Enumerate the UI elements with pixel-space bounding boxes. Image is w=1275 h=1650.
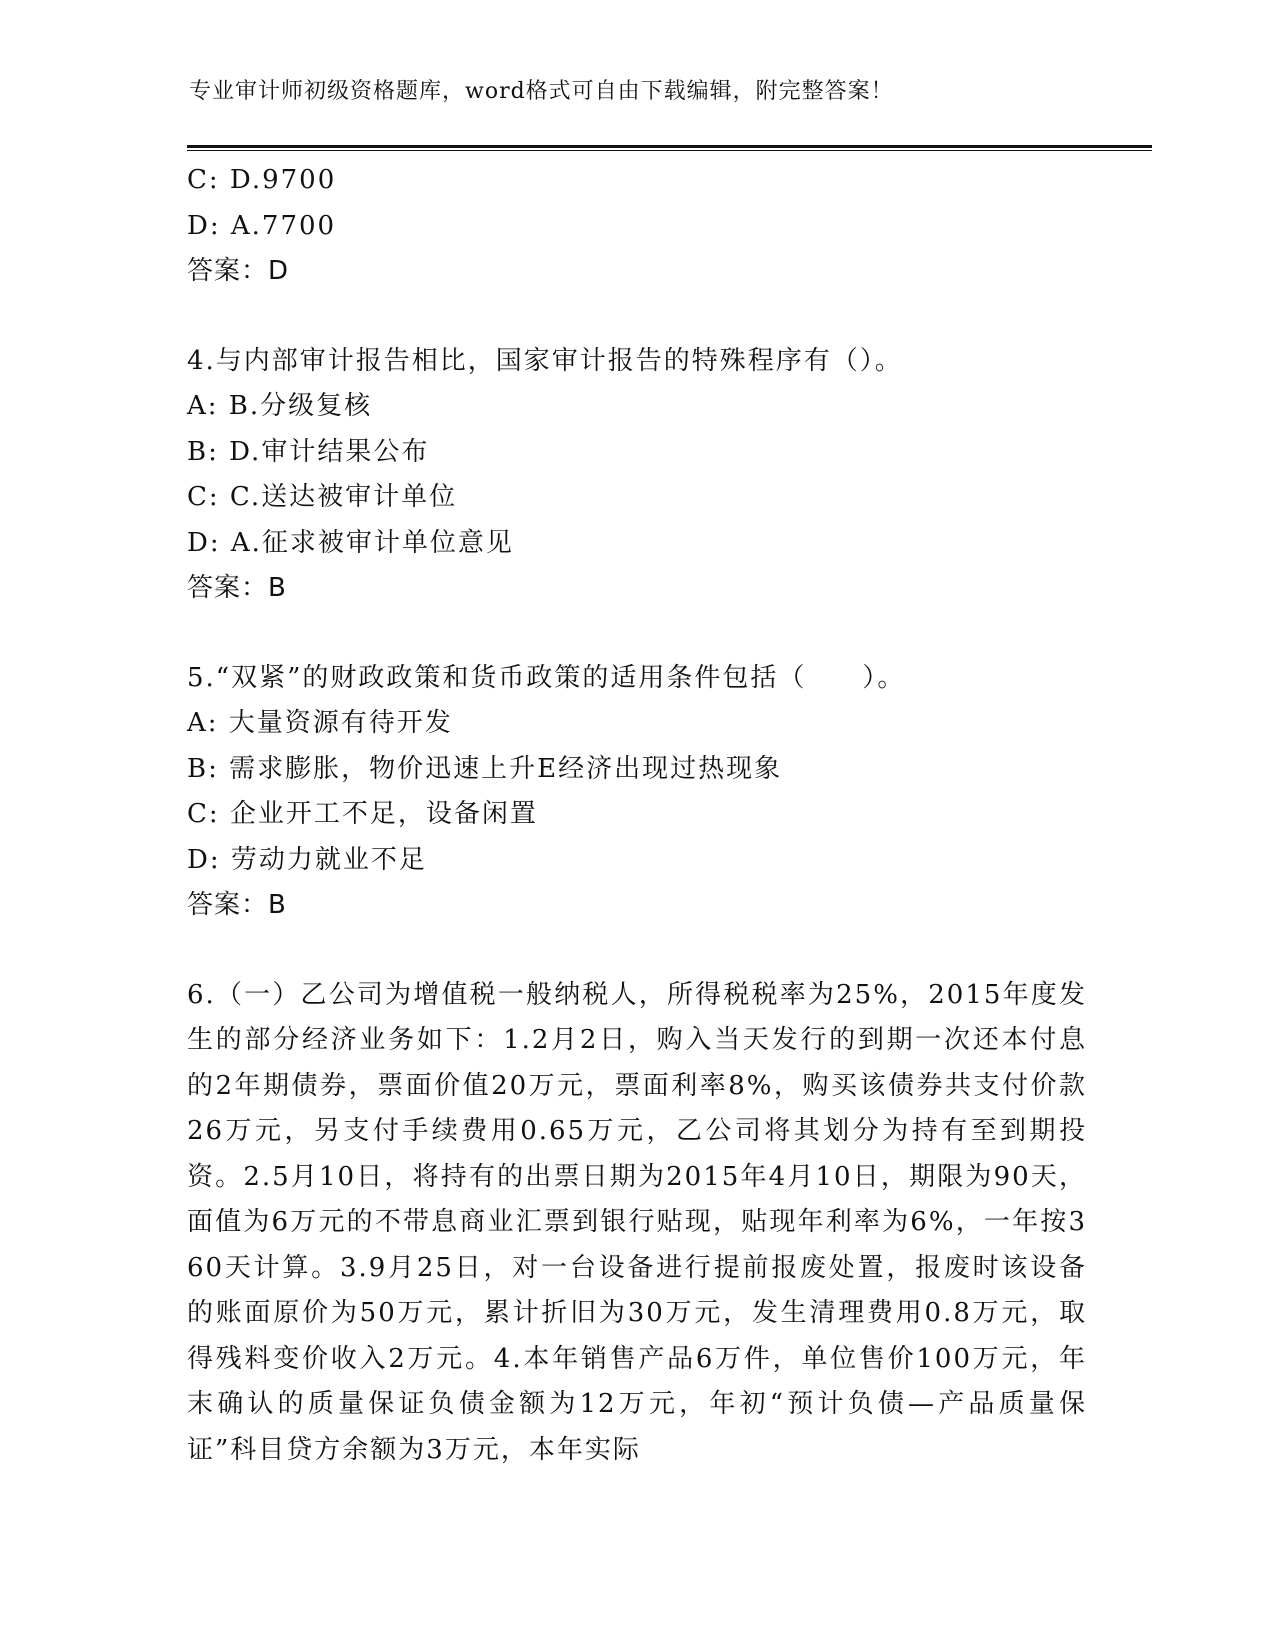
option-c: C: D.9700	[187, 165, 337, 195]
spacer	[187, 929, 1087, 973]
option-a: A: B.分级复核	[187, 391, 373, 421]
page-header: 专业审计师初级资格题库，word格式可自由下载编辑，附完整答案！	[189, 79, 894, 104]
question-5	[187, 656, 1087, 929]
option-d: D: A.7700	[187, 210, 337, 241]
answer: 答案：D	[187, 256, 290, 286]
question-stem: 5.“双紧”的财政政策和货币政策的适用条件包括（ ）。	[187, 662, 906, 693]
answer: 答案：B	[187, 890, 287, 920]
option-b: B: 需求膨胀，物价迅速上升E经济出现过热现象	[187, 753, 783, 784]
question-6	[187, 973, 1087, 1474]
option-a: A: 大量资源有待开发	[187, 708, 453, 738]
spacer	[187, 612, 1087, 656]
option-d: D: 劳动力就业不足	[187, 844, 427, 875]
option-c: C: 企业开工不足，设备闲置	[187, 799, 538, 829]
header-rule-thick	[187, 145, 1152, 148]
question-stem: 6.（一）乙公司为增值税一般纳税人，所得税税率为25%，2015年度发生的部分经济业务如下：1.2月2日，购入当天发行的到期一次还本付息的2年期债券，票面价值20万元，票面利率8%，购买该债券共支付价款26万元，另支付手续费用0.65万元，乙公司将其划分为持有至到期投资。2.5月10日，将持有的出票日期为2015年4月10日，期限为90天，面值为6万元的不带息商业汇票到银行贴现，贴现年利率为6%，一年按360天计算。3.9月25日，对一台设备进行提前报废处置，报废时该设备的账面原价为50万元，累计折旧为30万元，发生清理费用0.8万元，取得残料变价收入2万元。4.本年销售产品6万件，单位售价100万元，年末确认的质量保证负债金额为12万元，年初“预计负债—产品质量保证”科目贷方余额为3万元，本年实际	[187, 979, 1087, 1465]
prev-question-tail	[187, 158, 1087, 295]
question-4	[187, 339, 1087, 612]
option-c: C: C.送达被审计单位	[187, 482, 458, 512]
option-d: D: A.征求被审计单位意见	[187, 527, 514, 558]
header-rule-thin	[187, 150, 1152, 151]
question-stem: 4.与内部审计报告相比，国家审计报告的特殊程序有（）。	[187, 345, 903, 376]
option-b: B: D.审计结果公布	[187, 436, 430, 467]
spacer	[187, 295, 1087, 339]
answer: 答案：B	[187, 573, 287, 603]
document-body	[187, 158, 1087, 1473]
